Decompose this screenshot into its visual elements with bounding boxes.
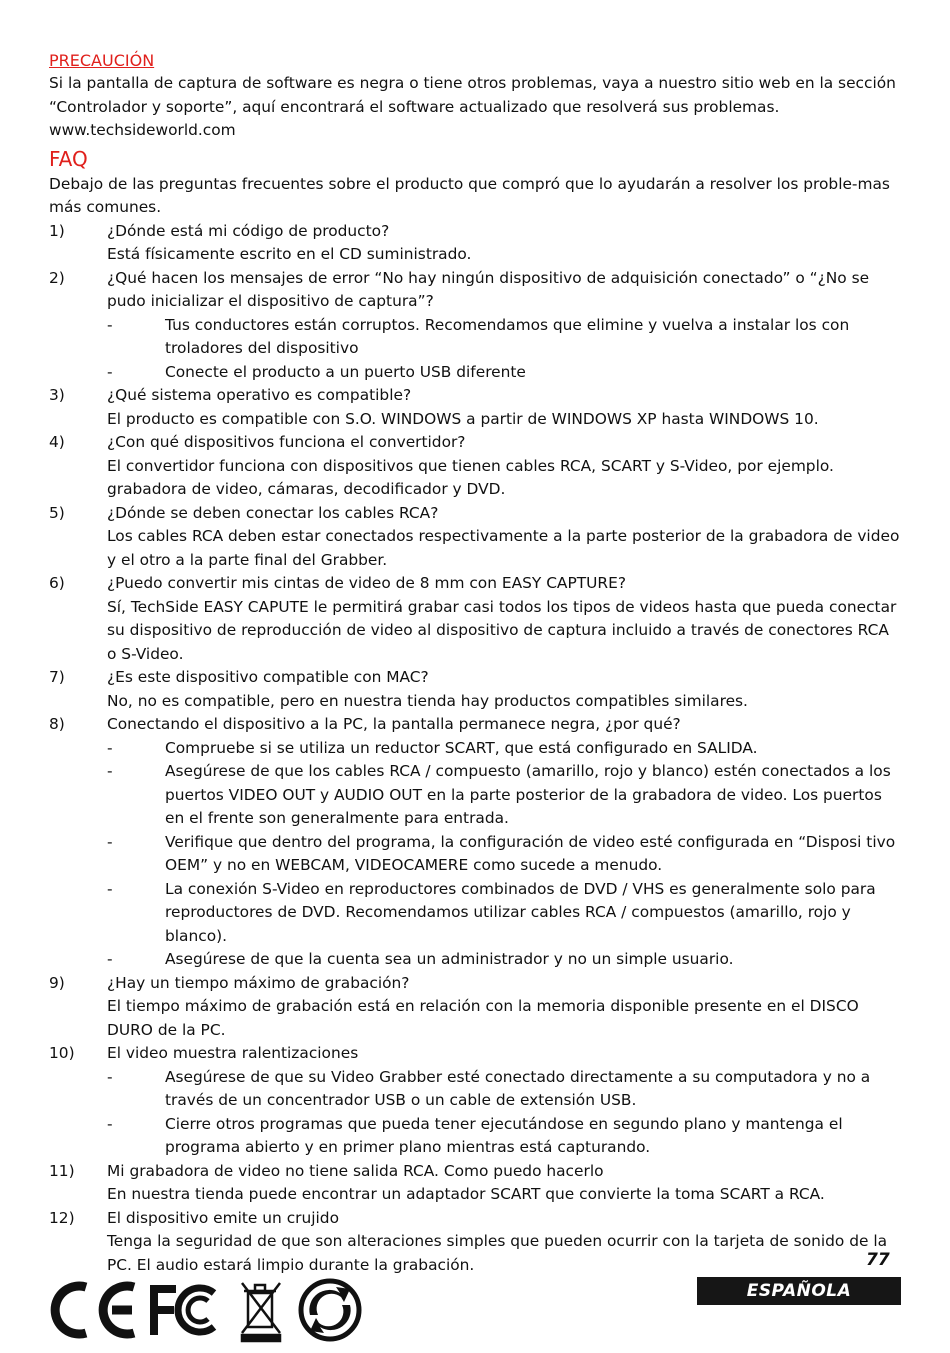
faq-answer: El convertidor funciona con dispositivos que tienen cables RCA, SCART y S-Video, por ejemplo. grabadora de video, cámaras, decodificador y DVD.: [107, 456, 834, 498]
caution-text: Si la pantalla de captura de software es negra o tiene otros problemas, vaya a nuestro sitio web en la sección “Controlador y soporte”, aquí encontrará el software actualizado que resolverá sus problemas.: [49, 74, 896, 116]
faq-number: 6): [49, 574, 65, 592]
weee-bin-icon: [242, 1283, 280, 1341]
faq-item: [49, 267, 901, 385]
faq-question: ¿Dónde está mi código de producto?: [107, 221, 390, 240]
bullet-text: Cierre otros programas que pueda tener ejecutándose en segundo plano y mantenga el programa abierto y en primer plano mientras está capturando.: [165, 1114, 843, 1156]
faq-item: [49, 1042, 901, 1160]
faq-bullet: [49, 948, 901, 972]
faq-question: ¿Puedo convertir mis cintas de video de 8 mm con EASY CAPTURE?: [107, 574, 626, 592]
bullet-text: Asegúrese de que los cables RCA / compuesto (amarillo, rojo y blanco) estén conectados a los puertos VIDEO OUT y AUDIO OUT en la parte posterior de la grabadora de video. Los puertos en el frente son generalmente para entrada.: [165, 762, 891, 827]
bullet-dash: -: [107, 879, 113, 898]
faq-question: Mi grabadora de video no tiene salida RCA. Como puedo hacerlo: [107, 1161, 604, 1180]
faq-title: FAQ: [49, 146, 88, 171]
faq-number: 12): [49, 1208, 75, 1227]
faq-item: [49, 502, 901, 573]
document-page: [49, 50, 901, 1277]
faq-question: ¿Qué hacen los mensajes de error “No hay ningún dispositivo de adquisición conectado” o “¿No se pudo inicializar el dispositivo de captura”?: [107, 268, 870, 310]
faq-answer: Está físicamente escrito en el CD suministrado.: [107, 245, 472, 263]
faq-item: [49, 220, 901, 267]
faq-number: 1): [49, 221, 65, 240]
faq-answer: El producto es compatible con S.O. WINDOWS a partir de WINDOWS XP hasta WINDOWS 10.: [107, 409, 819, 428]
faq-question: El video muestra ralentizaciones: [107, 1044, 359, 1062]
faq-number: 3): [49, 386, 65, 404]
bullet-dash: -: [107, 315, 113, 334]
faq-item: [49, 1207, 901, 1278]
green-dot-icon: [301, 1281, 359, 1339]
faq-question: ¿Hay un tiempo máximo de grabación?: [107, 973, 410, 992]
faq-question: ¿Es este dispositivo compatible con MAC?: [107, 668, 429, 686]
faq-bullet: [49, 314, 901, 361]
page-number: 77: [866, 1250, 890, 1270]
bullet-dash: -: [107, 832, 113, 851]
faq-question: Conectando el dispositivo a la PC, la pantalla permanece negra, ¿por qué?: [107, 715, 681, 733]
bullet-text: Tus conductores están corruptos. Recomendamos que elimine y vuelva a instalar los con troladores del dispositivo: [165, 315, 850, 357]
bullet-text: Asegúrese de que su Video Grabber esté conectado directamente a su computadora y no a través de un concentrador USB o un cable de extensión USB.: [165, 1067, 871, 1109]
caution-url: www.techsideworld.com: [49, 121, 236, 139]
faq-number: 5): [49, 503, 65, 522]
bullet-text: Conecte el producto a un puerto USB diferente: [165, 362, 526, 381]
faq-bullet: [49, 831, 901, 878]
faq-bullet: [49, 1066, 901, 1113]
faq-question: ¿Con qué dispositivos funciona el convertidor?: [107, 433, 466, 451]
faq-bullet: [49, 878, 901, 949]
bullet-text: Asegúrese de que la cuenta sea un administrador y no un simple usuario.: [165, 950, 734, 968]
logo-strip: [48, 1275, 368, 1343]
bullet-text: La conexión S-Video en reproductores combinados de DVD / VHS es generalmente solo para reproductores de DVD. Recomendamos utilizar cables RCA / compuestos (amarillo, rojo y blanco).: [165, 879, 876, 945]
faq-item: [49, 431, 901, 502]
faq-item: [49, 972, 901, 1043]
ce-mark-icon: [55, 1286, 134, 1334]
faq-item: [49, 666, 901, 713]
bullet-dash: -: [107, 1114, 113, 1133]
bullet-dash: -: [107, 1067, 113, 1086]
bullet-text: Compruebe si se utiliza un reductor SCART, que está configurado en SALIDA.: [165, 738, 758, 757]
certification-logos: [48, 1275, 368, 1347]
faq-bullet: [49, 1113, 901, 1160]
faq-number: 8): [49, 715, 65, 733]
faq-bullet: [49, 737, 901, 761]
bullet-text: Verifique que dentro del programa, la configuración de video esté configurada en “Disposi tivo OEM” y no en WEBCAM, VIDEOCAMERE como sucede a menudo.: [165, 832, 896, 874]
faq-answer: El tiempo máximo de grabación está en relación con la memoria disponible presente en el DISCO DURO de la PC.: [107, 997, 859, 1039]
faq-bullet: [49, 760, 901, 831]
faq-number: 9): [49, 973, 65, 992]
faq-bullet: [49, 361, 901, 385]
faq-answer: En nuestra tienda puede encontrar un adaptador SCART que convierte la toma SCART a RCA.: [107, 1185, 825, 1203]
faq-question: ¿Dónde se deben conectar los cables RCA?: [107, 503, 439, 522]
faq-number: 4): [49, 433, 65, 451]
faq-answer: Tenga la seguridad de que son alteraciones simples que pueden ocurrir con la tarjeta de sonido de la PC. El audio estará limpio durante la grabación.: [107, 1232, 888, 1274]
faq-question: El dispositivo emite un crujido: [107, 1208, 339, 1227]
faq-item: [49, 572, 901, 666]
caution-title: PRECAUCIÓN: [49, 51, 155, 70]
bullet-dash: -: [107, 762, 113, 780]
bullet-dash: -: [107, 738, 113, 757]
faq-intro: Debajo de las preguntas frecuentes sobre el producto que compró que lo ayudarán a resolver los proble-mas más comunes.: [49, 174, 890, 216]
faq-answer: Los cables RCA deben estar conectados respectivamente a la parte posterior de la grabadora de video y el otro a la parte final del Grabber.: [107, 527, 900, 569]
faq-answer: Sí, TechSide EASY CAPUTE le permitirá grabar casi todos los tipos de videos hasta que pueda conectar su dispositivo de reproducción de video al dispositivo de captura incluido a través de conectores RCA o S-Video.: [107, 597, 897, 663]
faq-item: [49, 713, 901, 972]
faq-item: [49, 1160, 901, 1207]
bullet-dash: -: [107, 362, 113, 381]
bullet-dash: -: [107, 950, 113, 968]
faq-item: [49, 384, 901, 431]
language-label: ESPAÑOLA: [697, 1277, 901, 1305]
faq-answer: No, no es compatible, pero en nuestra tienda hay productos compatibles similares.: [107, 691, 748, 710]
faq-number: 2): [49, 268, 65, 287]
faq-question: ¿Qué sistema operativo es compatible?: [107, 386, 412, 404]
fcc-icon: [150, 1285, 214, 1335]
faq-number: 10): [49, 1044, 75, 1062]
faq-number: 7): [49, 668, 65, 686]
faq-number: 11): [49, 1161, 75, 1180]
